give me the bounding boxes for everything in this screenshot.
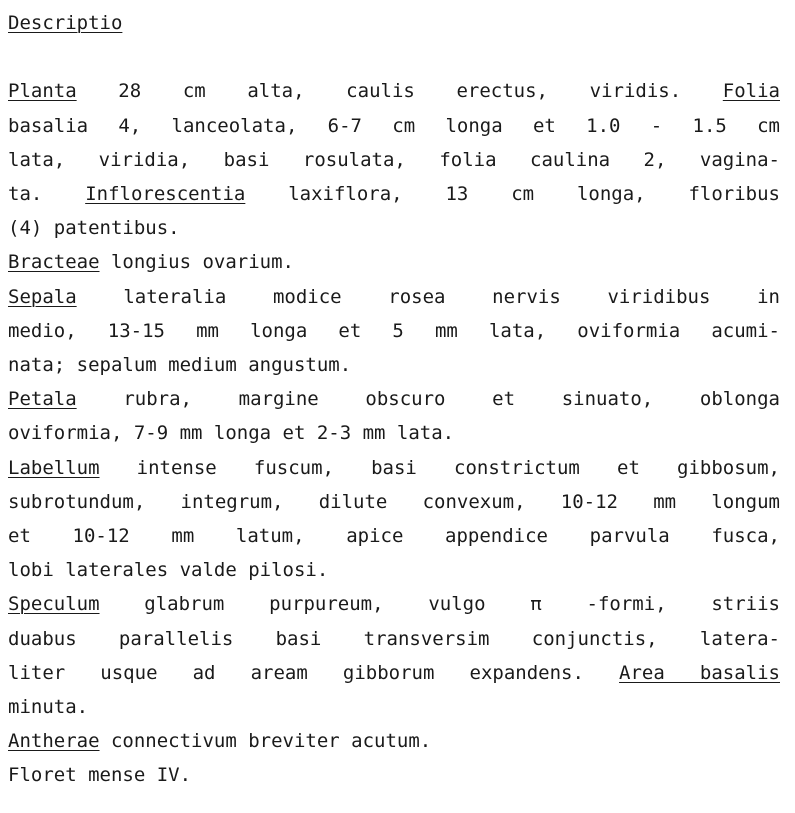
term-heading: Planta xyxy=(8,80,77,103)
text-line xyxy=(8,451,780,485)
document-page xyxy=(8,6,780,793)
description-body xyxy=(8,74,780,792)
text-run: longius ovarium. xyxy=(99,251,294,274)
text-run: intense fuscum, basi constrictum et gibbosum, xyxy=(99,456,780,479)
term-heading: Sepala xyxy=(8,285,77,308)
paragraph xyxy=(8,74,780,245)
text-line xyxy=(8,485,780,519)
text-line xyxy=(8,382,780,416)
text-run: laxiflora, 13 cm longa, floribus xyxy=(245,183,780,205)
text-run: duabus parallelis basi transversim conjunctis, latera- xyxy=(8,627,780,650)
text-run: et 10-12 mm latum, apice appendice parvula fusca, xyxy=(8,525,780,548)
term-heading: Labellum xyxy=(8,456,100,479)
text-line xyxy=(8,519,780,553)
text-line xyxy=(8,416,780,450)
text-line xyxy=(8,211,780,245)
term-heading: Speculum xyxy=(8,593,100,616)
text-line xyxy=(8,553,780,587)
text-line xyxy=(8,280,780,314)
text-run: ta. xyxy=(8,183,86,205)
paragraph xyxy=(8,724,780,758)
text-run: lata, viridia, basi rosulata, folia caulina 2, vagina- xyxy=(8,148,780,171)
paragraph xyxy=(8,758,780,792)
paragraph xyxy=(8,245,780,279)
text-run: connectivum breviter acutum. xyxy=(99,730,432,753)
text-line xyxy=(8,348,780,382)
text-line xyxy=(8,587,780,621)
text-run: nata; sepalum medium angustum. xyxy=(8,354,352,377)
term-heading: Bracteae xyxy=(8,251,100,274)
text-run: basalia 4, lanceolata, 6-7 cm longa et 1.0 - 1.5 cm xyxy=(8,114,780,137)
text-line xyxy=(8,656,780,690)
text-run: 28 cm alta, caulis erectus, viridis. xyxy=(76,80,723,103)
paragraph xyxy=(8,451,780,588)
text-line xyxy=(8,109,780,143)
paragraph xyxy=(8,280,780,383)
text-run: subrotundum, integrum, dilute convexum, 10-12 mm longum xyxy=(8,490,780,513)
text-run: (4) patentibus. xyxy=(8,217,180,240)
blank-line xyxy=(8,40,780,74)
text-run: lateralia modice rosea nervis viridibus in xyxy=(76,285,780,308)
term-heading: Petala xyxy=(8,388,77,411)
text-run: oviformia, 7-9 mm longa et 2-3 mm lata. xyxy=(8,422,455,445)
text-run: glabrum purpureum, vulgo π -formi, striis xyxy=(99,593,780,616)
text-line xyxy=(8,690,780,724)
text-run: rubra, margine obscuro et sinuato, oblonga xyxy=(76,388,780,411)
text-line xyxy=(8,758,780,792)
term-heading: Area basalis xyxy=(619,661,780,684)
text-line xyxy=(8,143,780,177)
term-heading: Folia xyxy=(722,80,780,103)
text-run: minuta. xyxy=(8,696,89,719)
text-run: medio, 13-15 mm longa et 5 mm lata, oviformia acumi- xyxy=(8,319,780,342)
paragraph xyxy=(8,382,780,450)
text-run: lobi laterales valde pilosi. xyxy=(8,559,329,582)
text-run: Floret mense IV. xyxy=(8,764,192,787)
text-line xyxy=(8,724,780,758)
text-line xyxy=(8,74,780,108)
text-line xyxy=(8,314,780,348)
text-line xyxy=(8,177,780,211)
text-line xyxy=(8,245,780,279)
text-run: liter usque ad aream gibborum expandens. xyxy=(8,661,620,684)
paragraph xyxy=(8,587,780,724)
term-heading: Antherae xyxy=(8,730,100,753)
text-line xyxy=(8,622,780,656)
term-heading: Inflorescentia xyxy=(85,183,246,205)
section-heading: Descriptio xyxy=(8,12,123,34)
